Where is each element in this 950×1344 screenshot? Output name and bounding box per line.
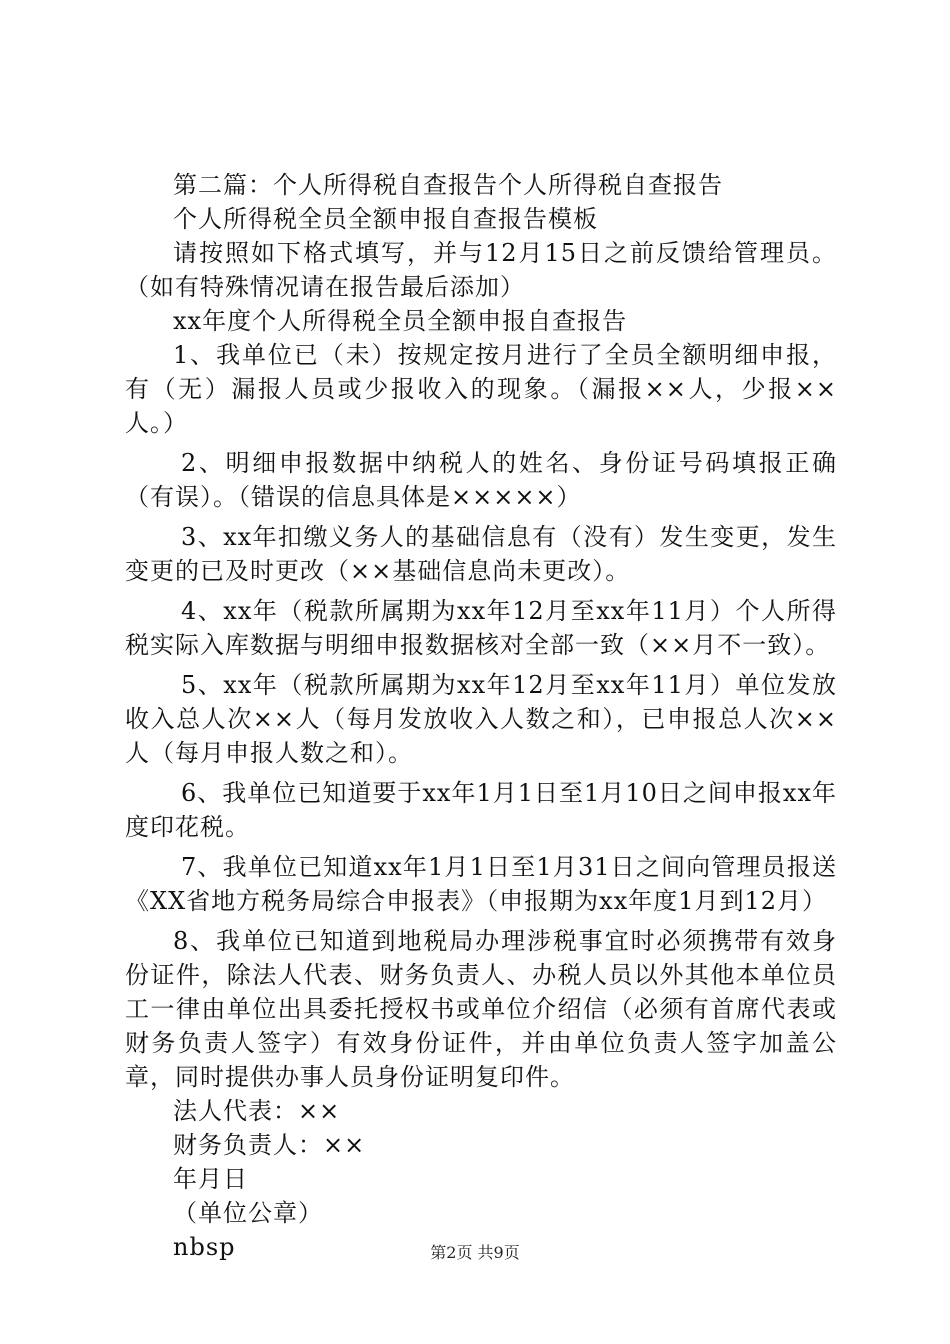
- document-body: [125, 168, 837, 1264]
- report-title: xx年度个人所得税全员全额申报自查报告: [173, 307, 628, 335]
- item-2-paragraph: 2、明细申报数据中纳税人的姓名、身份证号码填报正确（有误）。（错误的信息具体是×××××）: [125, 449, 837, 511]
- legal-representative-line: 法人代表：××: [173, 1097, 341, 1125]
- company-seal-line: （单位公章）: [173, 1199, 323, 1227]
- item-8-paragraph: 8、我单位已知道到地税局办理涉税事宜时必须携带有效身份证件，除法人代表、财务负责人、办税人员以外其他本单位员工一律由单位出具委托授权书或单位介绍信（必须有首席代表或财务负责人签字）有效身份证件，并由单位负责人签字加盖公章，同时提供办事人员身份证明复印件。: [125, 927, 837, 1091]
- item-5-paragraph: 5、xx年（税款所属期为xx年12月至xx年11月）单位发放收入总人次××人（每月发放收入人数之和），已申报总人次××人（每月申报人数之和）。: [125, 671, 837, 767]
- instruction-paragraph: 请按照如下格式填写，并与12月15日之前反馈给管理员。（如有特殊情况请在报告最后添加）: [125, 239, 837, 301]
- item-7-paragraph: 7、我单位已知道xx年1月1日至1月31日之间向管理员报送《XX省地方税务局综合申报表》（申报期为xx年度1月到12月）: [125, 853, 837, 915]
- item-4-paragraph: 4、xx年（税款所属期为xx年12月至xx年11月）个人所得税实际入库数据与明细申报数据核对全部一致（××月不一致）。: [125, 597, 837, 659]
- item-6-paragraph: 6、我单位已知道要于xx年1月1日至1月10日之间申报xx年度印花税。: [125, 779, 837, 841]
- nbsp-line: nbsp: [173, 1233, 236, 1261]
- item-1-paragraph: 1、我单位已（未）按规定按月进行了全员全额明细申报，有（无）漏报人员或少报收入的现象。（漏报××人，少报××人。）: [125, 341, 837, 437]
- template-title: 个人所得税全员全额申报自查报告模板: [173, 205, 598, 233]
- date-line: 年月日: [173, 1165, 248, 1193]
- finance-head-line: 财务负责人：××: [173, 1131, 366, 1159]
- item-3-paragraph: 3、xx年扣缴义务人的基础信息有（没有）发生变更，发生变更的已及时更改（××基础信息尚未更改）。: [125, 523, 837, 585]
- page-number-footer: 第2页 共9页: [430, 1243, 520, 1262]
- section-title: 第二篇：个人所得税自查报告个人所得税自查报告: [173, 171, 723, 199]
